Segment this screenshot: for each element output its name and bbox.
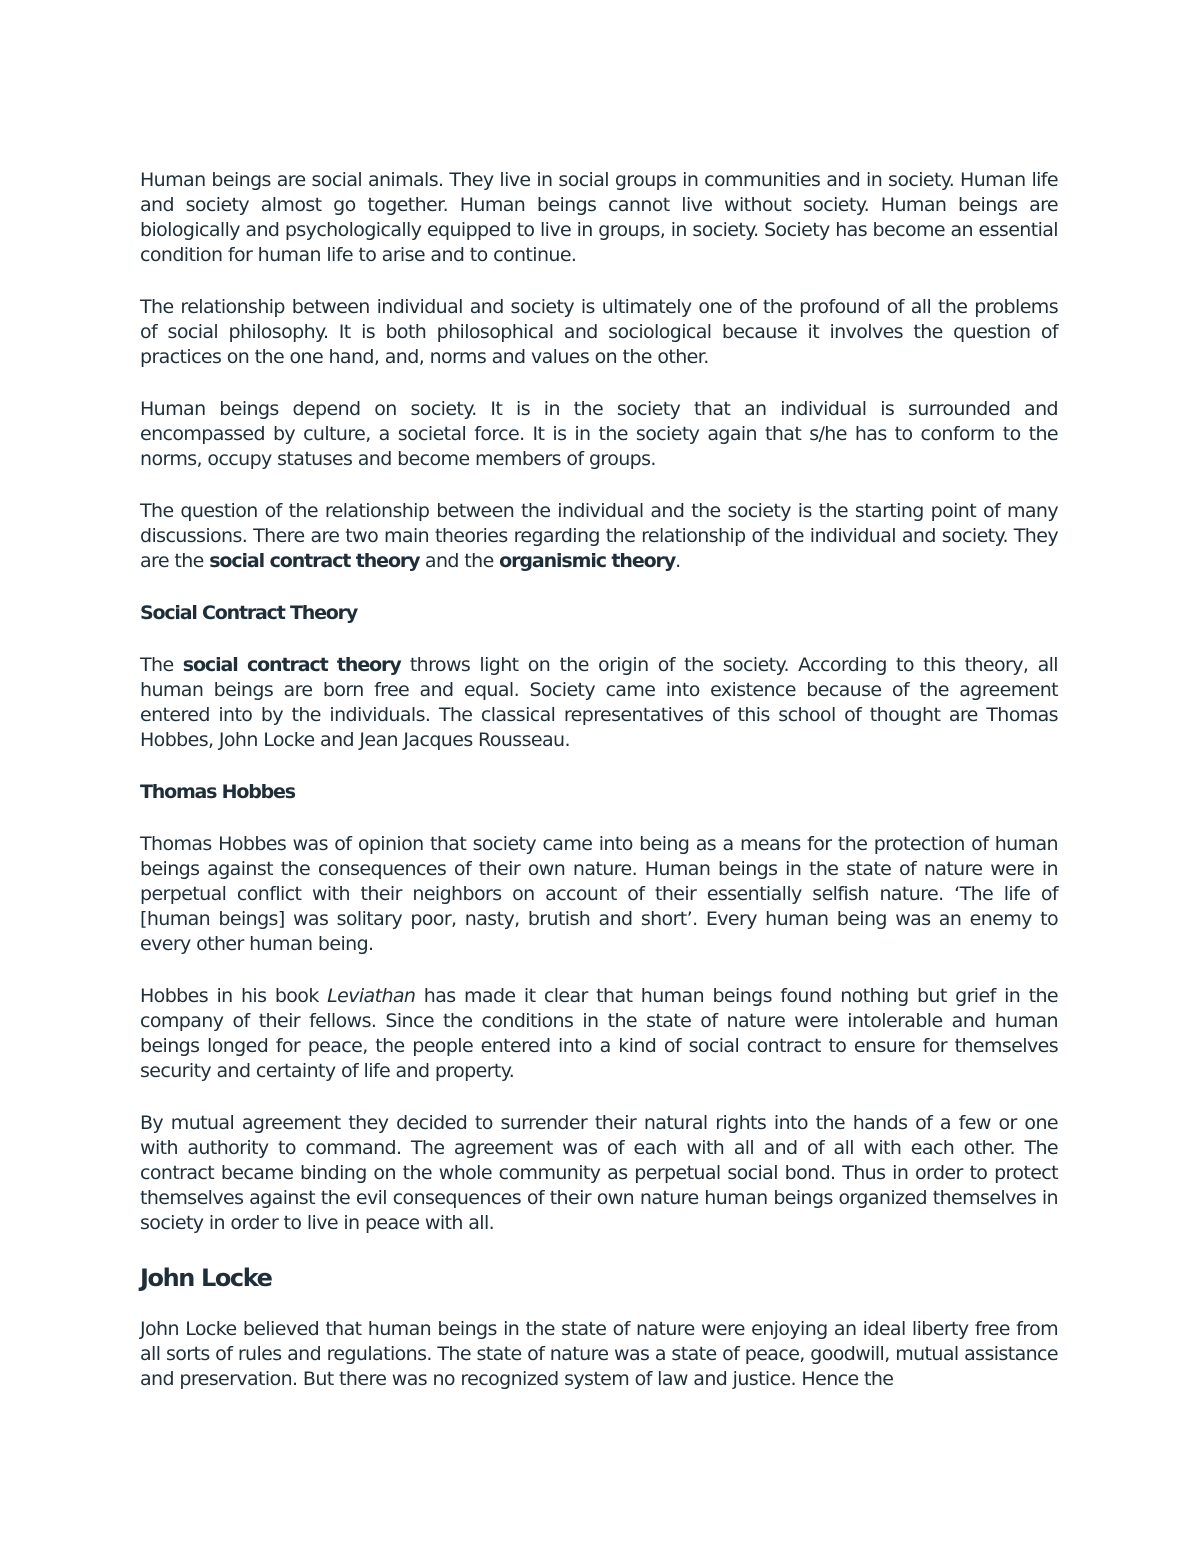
paragraph-relationship: The relationship between individual and society is ultimately one of the profound of all the problems of social philosophy. It is both philosophical and sociological because it involves the question of practices on the one hand, and, norms and values on the other. xyxy=(140,296,1058,368)
paragraph-social-contract xyxy=(140,653,1058,753)
paragraph-locke-belief: John Locke believed that human beings in the state of nature were enjoying an ideal liberty free from all sorts of rules and regulations. The state of nature was a state of peace, goodwill, mutual assistance and preservation. But there was no recognized system of law and justice. Hence the xyxy=(140,1318,1058,1390)
term-social-contract-theory: social contract theory xyxy=(209,550,420,572)
paragraph-mutual-agreement: By mutual agreement they decided to surrender their natural rights into the hands of a few or one with authority to command. The agreement was of each with all and of all with each other. The contract became binding on the whole community as perpetual social bond. Thus in order to protect themselves against the evil consequences of their own nature human beings organized themselves in society in order to live in peace with all. xyxy=(140,1112,1058,1234)
heading-john-locke: John Locke xyxy=(140,1264,272,1292)
heading-thomas-hobbes: Thomas Hobbes xyxy=(140,781,295,803)
paragraph-depend-on-society: Human beings depend on society. It is in the society that an individual is surrounded and encompassed by culture, a societal force. It is in the society again that s/he has to conform to the norms, occupy statuses and become members of groups. xyxy=(140,398,1058,470)
paragraph-two-theories xyxy=(140,499,1058,574)
term-social-contract-theory: social contract theory xyxy=(182,654,401,676)
document-page xyxy=(140,168,1058,1392)
term-organismic-theory: organismic theory xyxy=(499,550,676,572)
paragraph-text: and the xyxy=(419,550,500,572)
paragraph-text: has made it clear that human beings found nothing but grief in the company of their fellows. Since the conditions in the state of nature were intolerable and human beings longed for peace, the people entered into a kind of social contract to ensure for themselves security and certainty of life and property. xyxy=(140,985,1058,1082)
heading-social-contract-theory: Social Contract Theory xyxy=(140,602,358,624)
paragraph-text: . xyxy=(675,550,681,572)
paragraph-hobbes-opinion: Thomas Hobbes was of opinion that society came into being as a means for the protection of human beings against the consequences of their own nature. Human beings in the state of nature were in perpetual conflict with their neighbors on account of their essentially selfish nature. ‘The life of [human beings] was solitary poor, nasty, brutish and short’. Every human being was an enemy to every other human being. xyxy=(140,833,1058,955)
paragraph-leviathan xyxy=(140,984,1058,1084)
paragraph-text: The xyxy=(140,654,183,676)
paragraph-text: throws light on the origin of the society. According to this theory, all human beings are born free and equal. Society came into existence because of the agreement entered into by the individuals. The classical representatives of this school of thought are Thomas Hobbes, John Locke and Jean Jacques Rousseau. xyxy=(140,654,1058,751)
paragraph-text: Hobbes in his book xyxy=(140,985,328,1007)
paragraph-text: The question of the relationship between the individual and the society is the starting point of many discussions. There are two main theories regarding the relationship of the individual and society. They are the xyxy=(140,500,1058,572)
book-title-leviathan: Leviathan xyxy=(327,985,416,1007)
paragraph-intro: Human beings are social animals. They live in social groups in communities and in society. Human life and society almost go together. Human beings cannot live without society. Human beings are biologically and psychologically equipped to live in groups, in society. Society has become an essential condition for human life to arise and to continue. xyxy=(140,169,1058,266)
